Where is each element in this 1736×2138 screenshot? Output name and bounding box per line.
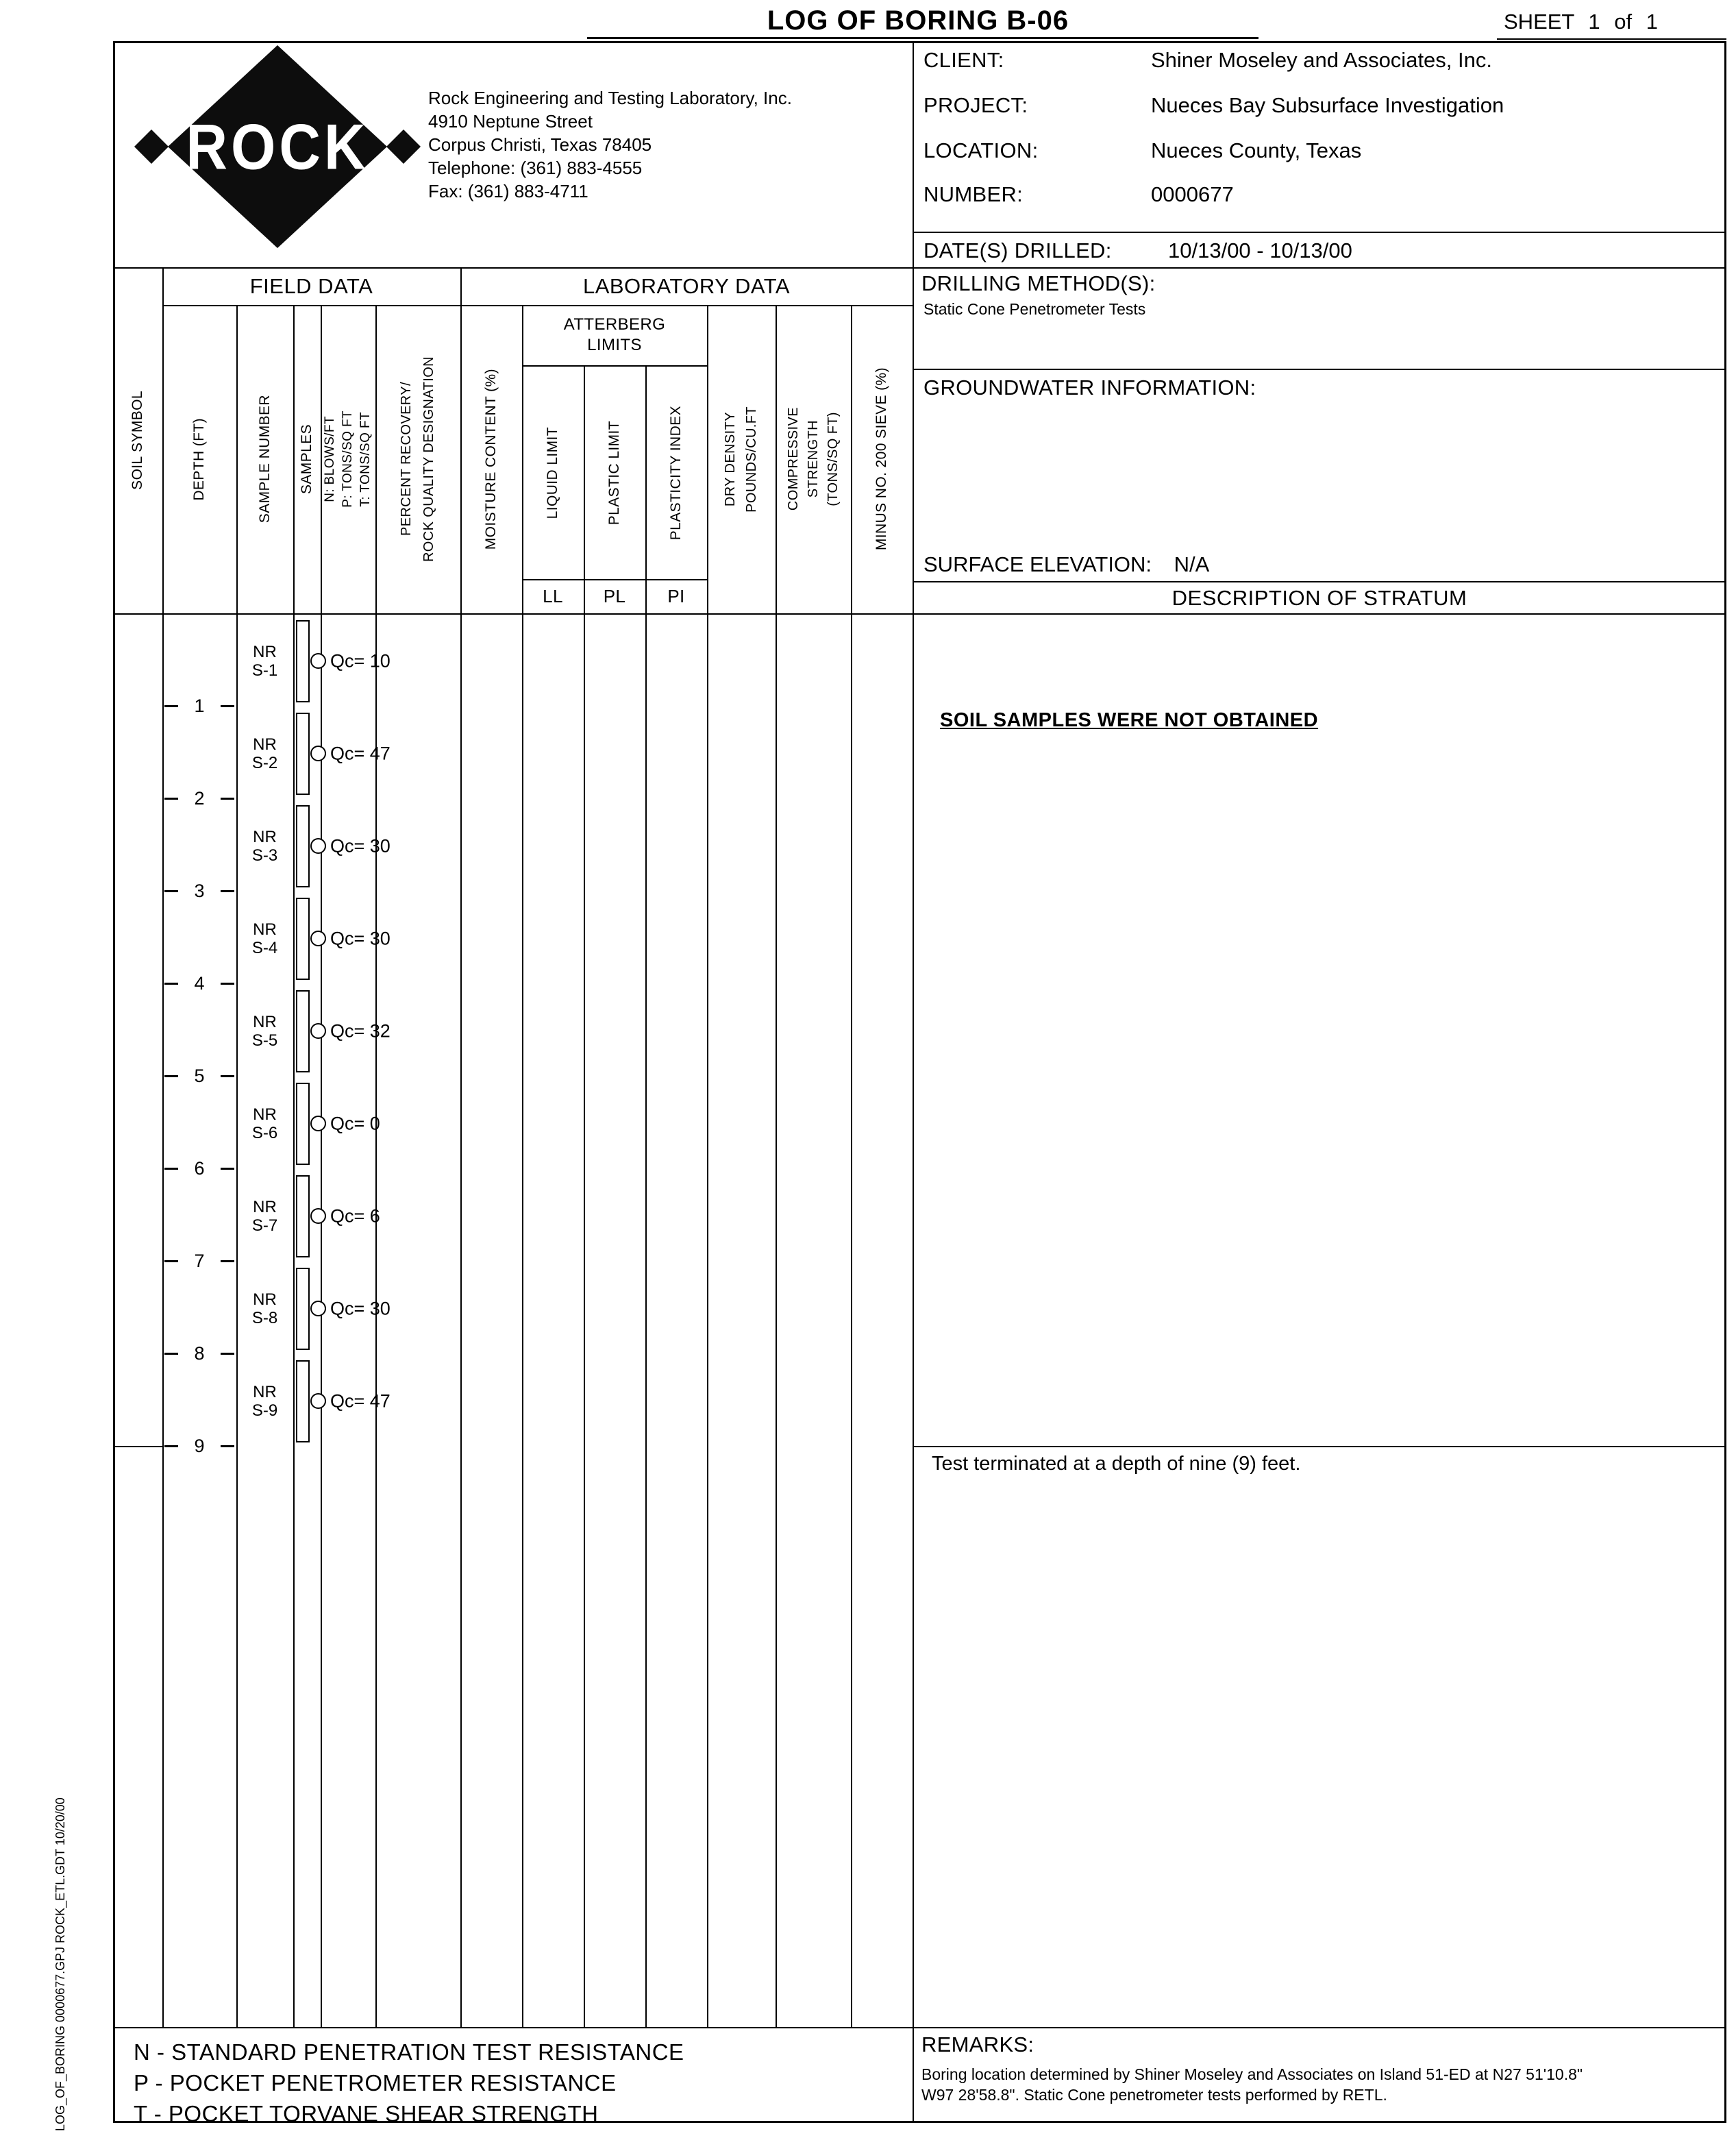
sampler-symbol-icon [310,1393,326,1409]
sample-row [236,1355,483,1447]
surface-elevation-label: SURFACE ELEVATION: [923,552,1152,576]
column-header-liquid-limit: LIQUID LIMIT [545,426,560,519]
cone-resistance-value: Qc= 30 [330,835,390,857]
depth-marker: 7 [162,1250,236,1272]
stratum-note: SOIL SAMPLES WERE NOT OBTAINED [940,709,1319,731]
column-header-compressive-strength: COMPRESSIVE STRENGTH (TONS/SQ FT) [785,407,841,511]
file-stamp: LOG_OF_BORING 0000677.GPJ ROCK_ETL.GDT 10/20/00 [53,1797,67,2131]
column-header-recovery: PERCENT RECOVERY/ ROCK QUALITY DESIGNATION [399,356,436,563]
grid-line [645,367,647,2027]
column-header-dry-density: DRY DENSITY POUNDS/CU.FT [723,406,759,513]
sample-row [236,800,483,892]
sample-id: NR S-5 [251,1013,278,1050]
client-value: Shiner Moseley and Associates, Inc. [1151,48,1492,72]
sample-id: NR S-6 [251,1105,278,1142]
number-label: NUMBER: [923,182,1024,206]
depth-marker: 5 [162,1065,236,1087]
sample-interval-bar [296,713,310,795]
column-header-depth: DEPTH (FT) [191,417,207,501]
atterberg-limits-header: ATTERBERG LIMITS [563,315,666,354]
depth-marker: 9 [162,1435,236,1457]
location-label: LOCATION: [923,138,1039,162]
column-header-soil-symbol: SOIL SYMBOL [129,391,145,490]
column-header-plasticity-index: PLASTICITY INDEX [668,405,684,541]
sample-interval-bar [296,620,310,702]
sampler-symbol-icon [310,1301,326,1316]
column-header-minus-200-sieve: MINUS NO. 200 SIEVE (%) [873,367,889,551]
client-label: CLIENT: [923,48,1004,72]
depth-marker: 2 [162,787,236,809]
grid-line [113,2027,1726,2028]
sample-id: NR S-7 [251,1198,278,1235]
surface-elevation [923,552,1209,577]
pi-cell: PI [667,585,685,606]
column-header-blows: N: BLOWS/FT P: TONS/SQ FT T: TONS/SQ FT [323,410,373,508]
sample-id: NR S-2 [251,735,278,772]
sample-interval-bar [296,1083,310,1165]
main-vertical-divider [913,41,914,2123]
depth-marker: 8 [162,1342,236,1364]
sampler-symbol-icon [310,746,326,761]
sample-row [236,1263,483,1355]
field-data-header: FIELD DATA [249,273,373,298]
column-header-sample-number: SAMPLE NUMBER [256,395,273,524]
sample-row [236,1170,483,1262]
cone-resistance-value: Qc= 0 [330,1113,380,1134]
sampler-symbol-icon [310,1208,326,1224]
sheet-number: SHEET 1 of 1 [1504,10,1658,34]
ll-cell: LL [543,585,563,606]
column-header-plastic-limit: PLASTIC LIMIT [606,420,622,526]
sampler-symbol-icon [310,653,326,669]
sample-row [236,708,483,800]
legend-t: T - POCKET TORVANE SHEAR STRENGTH [134,2101,599,2126]
company-address-1: 4910 Neptune Street [428,111,593,132]
sampler-symbol-icon [310,838,326,854]
sample-interval-bar [296,898,310,980]
cone-resistance-value: Qc= 6 [330,1205,380,1227]
remarks-text: Boring location determined by Shiner Moseley and Associates on Island 51-ED at N27 51'10.8" W97 28'58.8". Static Cone penetrometer tests performed by RETL. [921,2065,1583,2104]
cone-resistance-value: Qc= 10 [330,650,390,672]
depth-marker: 1 [162,695,236,717]
project-label: PROJECT: [923,93,1028,117]
sampler-symbol-icon [310,1116,326,1131]
number-value: 0000677 [1151,182,1234,206]
description-of-stratum-header: DESCRIPTION OF STRATUM [1171,585,1467,610]
drilling-method-value: Static Cone Penetrometer Tests [923,300,1146,318]
grid-line [113,613,1726,615]
depth-marker: 3 [162,880,236,902]
logo-text: ROCK [186,110,369,183]
sample-interval-bar [296,990,310,1072]
legend-block [134,2037,684,2129]
sample-id: NR S-8 [251,1290,278,1327]
sample-id: NR S-9 [251,1383,278,1420]
company-fax: Fax: (361) 883-4711 [428,181,588,201]
sample-interval-bar [296,1175,310,1257]
company-name: Rock Engineering and Testing Laboratory, Inc. [428,88,792,108]
sheet-underline [1497,38,1726,40]
sampler-symbol-icon [310,1023,326,1039]
drilling-method-label: DRILLING METHOD(S): [921,271,1156,295]
company-phone: Telephone: (361) 883-4555 [428,158,643,178]
laboratory-data-header: LABORATORY DATA [582,273,791,298]
dates-drilled-label: DATE(S) DRILLED: [923,238,1112,262]
legend-n: N - STANDARD PENETRATION TEST RESISTANCE [134,2039,684,2065]
cone-resistance-value: Qc= 47 [330,1390,390,1412]
sample-id: NR S-1 [251,643,278,680]
sample-interval-bar [296,1360,310,1442]
company-logo [130,45,425,248]
depth-marker: 4 [162,972,236,994]
sample-row [236,1078,483,1170]
sample-row [236,615,483,707]
company-info [428,86,792,203]
termination-note: Test terminated at a depth of nine (9) feet. [932,1453,1301,1475]
legend-p: P - POCKET PENETROMETER RESISTANCE [134,2070,617,2096]
cone-resistance-value: Qc= 47 [330,743,390,764]
title-underline [587,37,1258,39]
company-address-2: Corpus Christi, Texas 78405 [428,134,652,155]
page-title: LOG OF BORING B-06 [767,5,1069,36]
sampler-symbol-icon [310,931,326,946]
sample-row [236,985,483,1077]
column-header-samples: SAMPLES [299,423,314,494]
grid-line [913,369,1726,370]
sample-interval-bar [296,805,310,887]
termination-line [913,1446,1726,1447]
grid-line [913,232,1726,233]
cone-resistance-value: Qc= 32 [330,1020,390,1042]
sample-id: NR S-4 [251,920,278,957]
grid-line [584,367,585,2027]
project-value: Nueces Bay Subsurface Investigation [1151,93,1504,117]
remarks-label: REMARKS: [921,2032,1034,2056]
sample-interval-bar [296,1268,310,1350]
location-value: Nueces County, Texas [1151,138,1362,162]
surface-elevation-value: N/A [1174,552,1210,576]
pl-cell: PL [603,585,626,606]
cone-resistance-value: Qc= 30 [330,1298,390,1319]
dates-drilled-value: 10/13/00 - 10/13/00 [1168,238,1352,262]
termination-line-left [113,1446,162,1447]
cone-resistance-value: Qc= 30 [330,928,390,949]
column-header-moisture: MOISTURE CONTENT (%) [483,368,499,550]
depth-marker: 6 [162,1157,236,1179]
sample-row [236,893,483,985]
groundwater-label: GROUNDWATER INFORMATION: [923,376,1256,400]
sample-id: NR S-3 [251,828,278,865]
